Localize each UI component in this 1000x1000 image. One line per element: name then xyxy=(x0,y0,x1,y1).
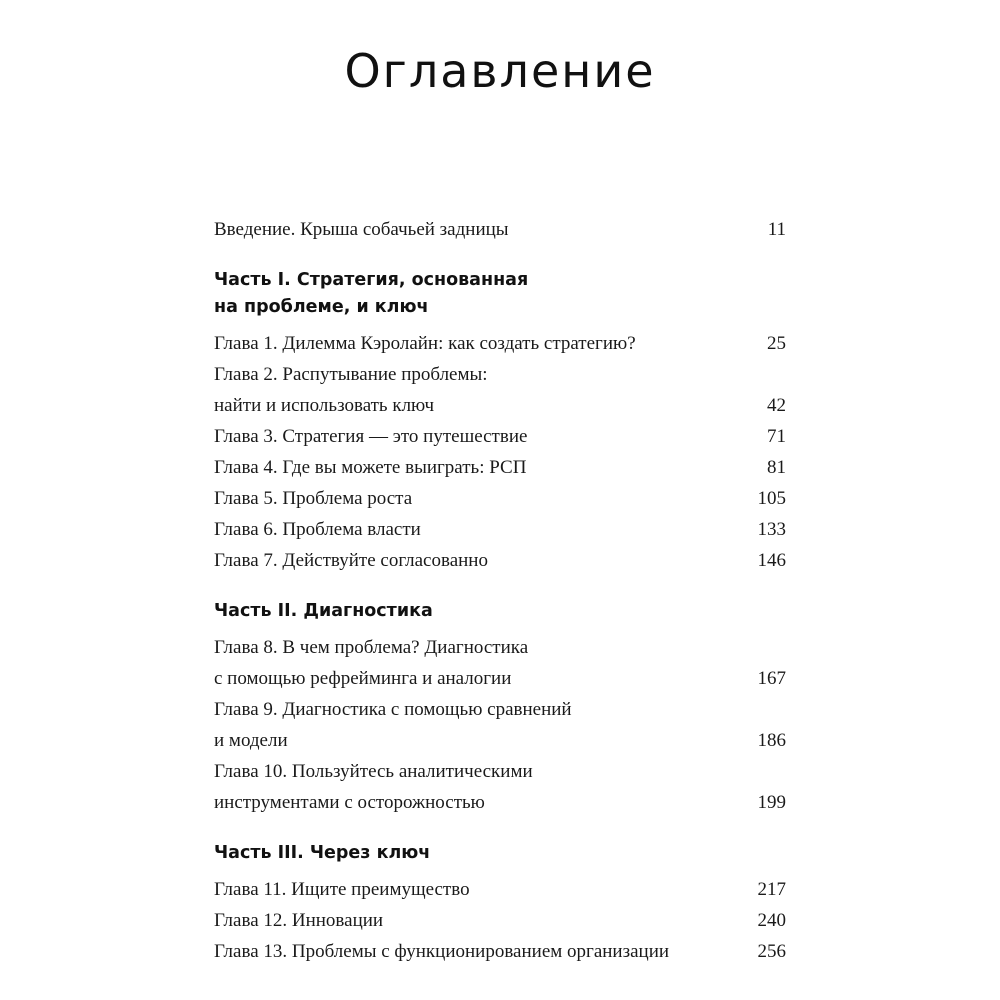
toc-entry-chapter-10[interactable] xyxy=(214,756,786,818)
toc-entry-page: 71 xyxy=(767,426,786,447)
toc-entry-chapter-1[interactable] xyxy=(214,328,786,359)
toc-entry-label xyxy=(214,905,383,936)
table-of-contents xyxy=(214,214,786,967)
part-heading-2 xyxy=(214,598,786,625)
part-heading-line: Часть I. Стратегия, основанная xyxy=(214,270,529,290)
toc-entry-label xyxy=(214,452,526,483)
toc-entry-line: Глава 1. Дилемма Кэролайн: как создать стратегию? xyxy=(214,333,636,354)
part-heading-line: Часть II. Диагностика xyxy=(214,601,433,621)
toc-entry-label: Введение. Крыша собачьей задницы xyxy=(214,219,509,240)
toc-entry-chapter-9[interactable] xyxy=(214,694,786,756)
toc-entry-page: 240 xyxy=(757,910,786,931)
toc-entry-page: 167 xyxy=(757,668,786,689)
toc-entry-chapter-5[interactable] xyxy=(214,483,786,514)
toc-entry-line: Глава 11. Ищите преимущество xyxy=(214,879,470,900)
toc-entry-line: Глава 10. Пользуйтесь аналитическими xyxy=(214,761,533,782)
part-heading-3 xyxy=(214,840,786,867)
toc-entry-label xyxy=(214,421,527,452)
toc-entry-page: 146 xyxy=(757,550,786,571)
toc-entry-line: Глава 2. Распутывание проблемы: xyxy=(214,364,488,385)
part-heading-1 xyxy=(214,267,786,321)
toc-entry-label xyxy=(214,756,533,818)
toc-entry-line: Глава 8. В чем проблема? Диагностика xyxy=(214,637,529,658)
toc-entry-label xyxy=(214,483,412,514)
toc-entry-chapter-6[interactable] xyxy=(214,514,786,545)
toc-entry-line: инструментами с осторожностью xyxy=(214,792,485,813)
toc-entry-label xyxy=(214,514,421,545)
toc-entry-page: 11 xyxy=(767,219,786,240)
toc-entry-label xyxy=(214,545,488,576)
toc-entry-line: с помощью рефрейминга и аналогии xyxy=(214,668,512,689)
toc-entry-label xyxy=(214,359,488,421)
page-title: Оглавление xyxy=(344,44,656,98)
toc-entry-page: 186 xyxy=(757,730,786,751)
toc-entry-chapter-8[interactable] xyxy=(214,632,786,694)
toc-entry-page: 256 xyxy=(757,941,786,962)
part-heading-line: на проблеме, и ключ xyxy=(214,297,429,317)
toc-entry-line: Глава 7. Действуйте согласованно xyxy=(214,550,488,571)
toc-entry-label xyxy=(214,694,572,756)
toc-entry-chapter-13[interactable] xyxy=(214,936,786,967)
toc-entry-chapter-2[interactable] xyxy=(214,359,786,421)
toc-entry-line: Глава 6. Проблема власти xyxy=(214,519,421,540)
toc-entry-chapter-11[interactable] xyxy=(214,874,786,905)
toc-entry-line: Глава 5. Проблема роста xyxy=(214,488,413,509)
toc-entry-page: 199 xyxy=(757,792,786,813)
toc-entry-line: Глава 12. Инновации xyxy=(214,910,384,931)
toc-entry-label xyxy=(214,632,528,694)
toc-entry-line: Глава 13. Проблемы с функционированием организации xyxy=(214,941,670,962)
toc-entry-line: Глава 9. Диагностика с помощью сравнений xyxy=(214,699,572,720)
toc-entry-chapter-4[interactable] xyxy=(214,452,786,483)
toc-entry-label xyxy=(214,874,470,905)
toc-entry-chapter-7[interactable] xyxy=(214,545,786,576)
toc-entry-line: Глава 4. Где вы можете выиграть: РСП xyxy=(214,457,527,478)
toc-entry-page: 42 xyxy=(767,395,786,416)
toc-entry-line: и модели xyxy=(214,730,288,751)
toc-entry-line: найти и использовать ключ xyxy=(214,395,435,416)
toc-entry-label xyxy=(214,936,669,967)
toc-entry-page: 81 xyxy=(767,457,786,478)
toc-entry-line: Глава 3. Стратегия — это путешествие xyxy=(214,426,528,447)
toc-entry-chapter-12[interactable] xyxy=(214,905,786,936)
toc-entry-page: 105 xyxy=(757,488,786,509)
toc-entry-page: 217 xyxy=(757,879,786,900)
toc-entry-chapter-3[interactable] xyxy=(214,421,786,452)
toc-entry-page: 133 xyxy=(757,519,786,540)
toc-entry-intro[interactable] xyxy=(214,214,786,245)
toc-entry-page: 25 xyxy=(767,333,786,354)
toc-entry-label xyxy=(214,328,636,359)
part-heading-line: Часть III. Через ключ xyxy=(214,843,431,863)
